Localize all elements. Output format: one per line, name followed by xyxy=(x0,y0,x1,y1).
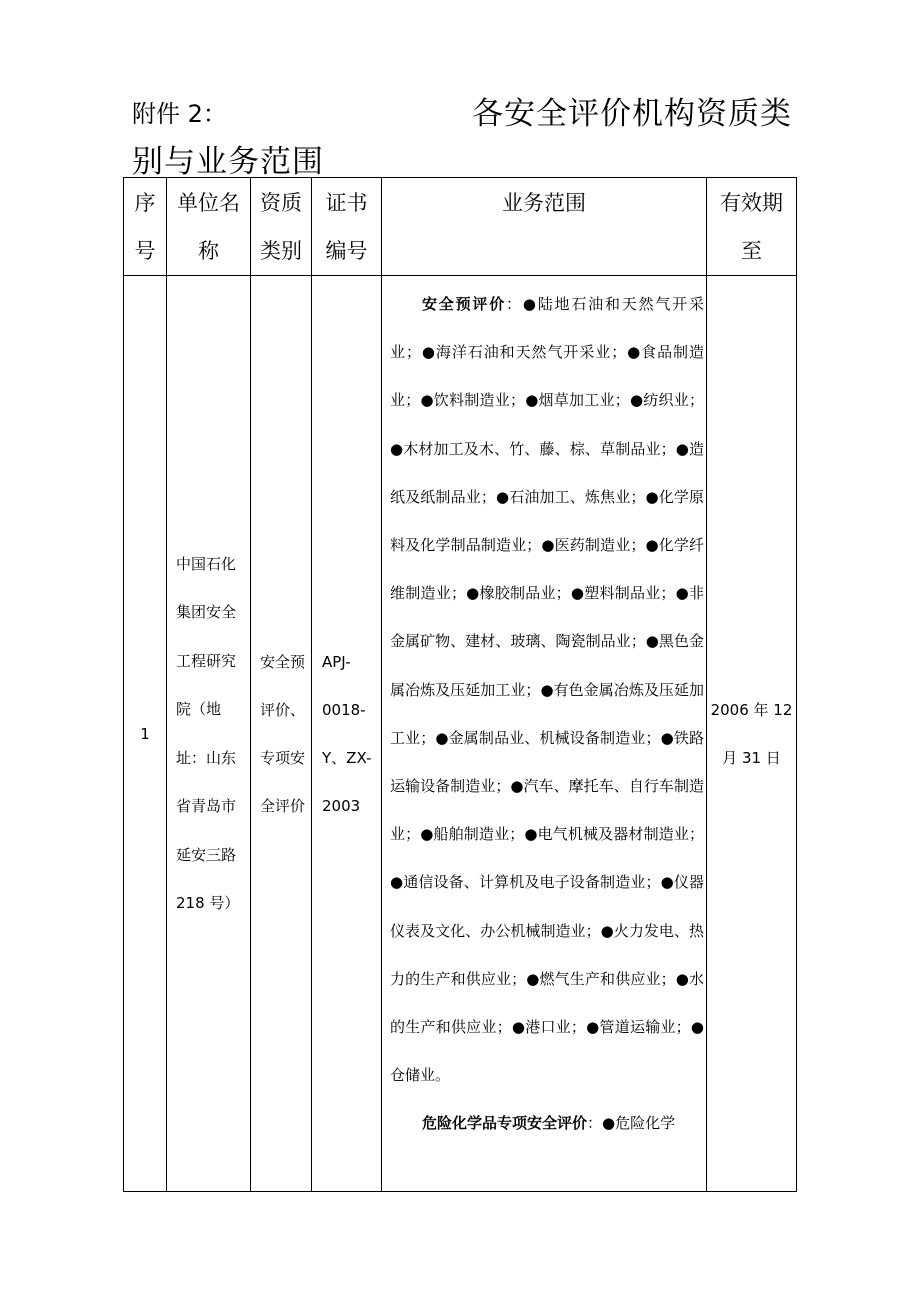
unit-name-text: 中国石化集团安全工程研究院 xyxy=(176,554,237,718)
attachment-label: 附件 2： xyxy=(132,100,227,128)
scope-heading-pre-evaluation: 安全预评价 xyxy=(422,295,507,313)
header-qualification: 资质类别 xyxy=(251,178,312,276)
scope-paragraph-2 xyxy=(390,1099,704,1147)
header-seq: 序号 xyxy=(124,178,167,276)
cell-unit-name xyxy=(167,276,251,1192)
header-unit-name: 单位名称 xyxy=(167,178,251,276)
cell-scope xyxy=(382,276,707,1192)
table-row xyxy=(124,276,797,1192)
scope-heading-hazardous-chemicals: 危险化学品专项安全评价 xyxy=(422,1114,588,1133)
scope-text-pre-evaluation: ：●陆地石油和天然气开采业；●海洋石油和天然气开采业；●食品制造业；●饮料制造业；●烟草加工业；●纺织业；●木材加工及木、竹、藤、棕、草制品业；●造纸及纸制品业；●石油加工、炼焦业；●化学原料及化学制品制造业；●医药制造业；●化学纤维制造业；●橡胶制品业；●塑料制品业；●非金属矿物、建材、玻璃、陶瓷制品业；●黑色金属冶炼及压延加工业；●有色金属冶炼及压延加工业；●金属制品业、机械设备制造业；●铁路运输设备制造业；●汽车、摩托车、自行车制造业；●船舶制造业；●电气机械及器材制造业；●通信设备、计算机及电子设备制造业；●仪器仪表及文化、办公机械制造业；●火力发电、热力的生产和供应业；●燃气生产和供应业；●水的生产和供应业；●港口业；●管道运输业；●仓储业。 xyxy=(390,295,704,1085)
document-title-part-2: 别与业务范围 xyxy=(132,144,324,180)
header-cert-no: 证书编号 xyxy=(312,178,382,276)
title-line-1 xyxy=(132,88,792,132)
scope-paragraph-1 xyxy=(390,280,704,1099)
document-title-part-1: 各安全评价机构资质类 xyxy=(472,96,792,132)
cell-qualification: 安全预评价、专项安全评价 xyxy=(251,276,312,1192)
header-valid-until: 有效期至 xyxy=(707,178,797,276)
header-row xyxy=(124,178,797,276)
scope-text-hazardous-chemicals: ：●危险化学 xyxy=(587,1114,676,1133)
unit-address-text: （地址：山东省青岛市延安三路 218 号） xyxy=(176,700,240,912)
cell-valid-until: 2006 年 12 月 31 日 xyxy=(707,276,797,1192)
header-scope: 业务范围 xyxy=(382,178,707,276)
cell-cert-no: APJ-0018-Y、ZX-2003 xyxy=(312,276,382,1192)
cell-seq: 1 xyxy=(124,276,167,1192)
qualification-table xyxy=(123,177,797,1192)
